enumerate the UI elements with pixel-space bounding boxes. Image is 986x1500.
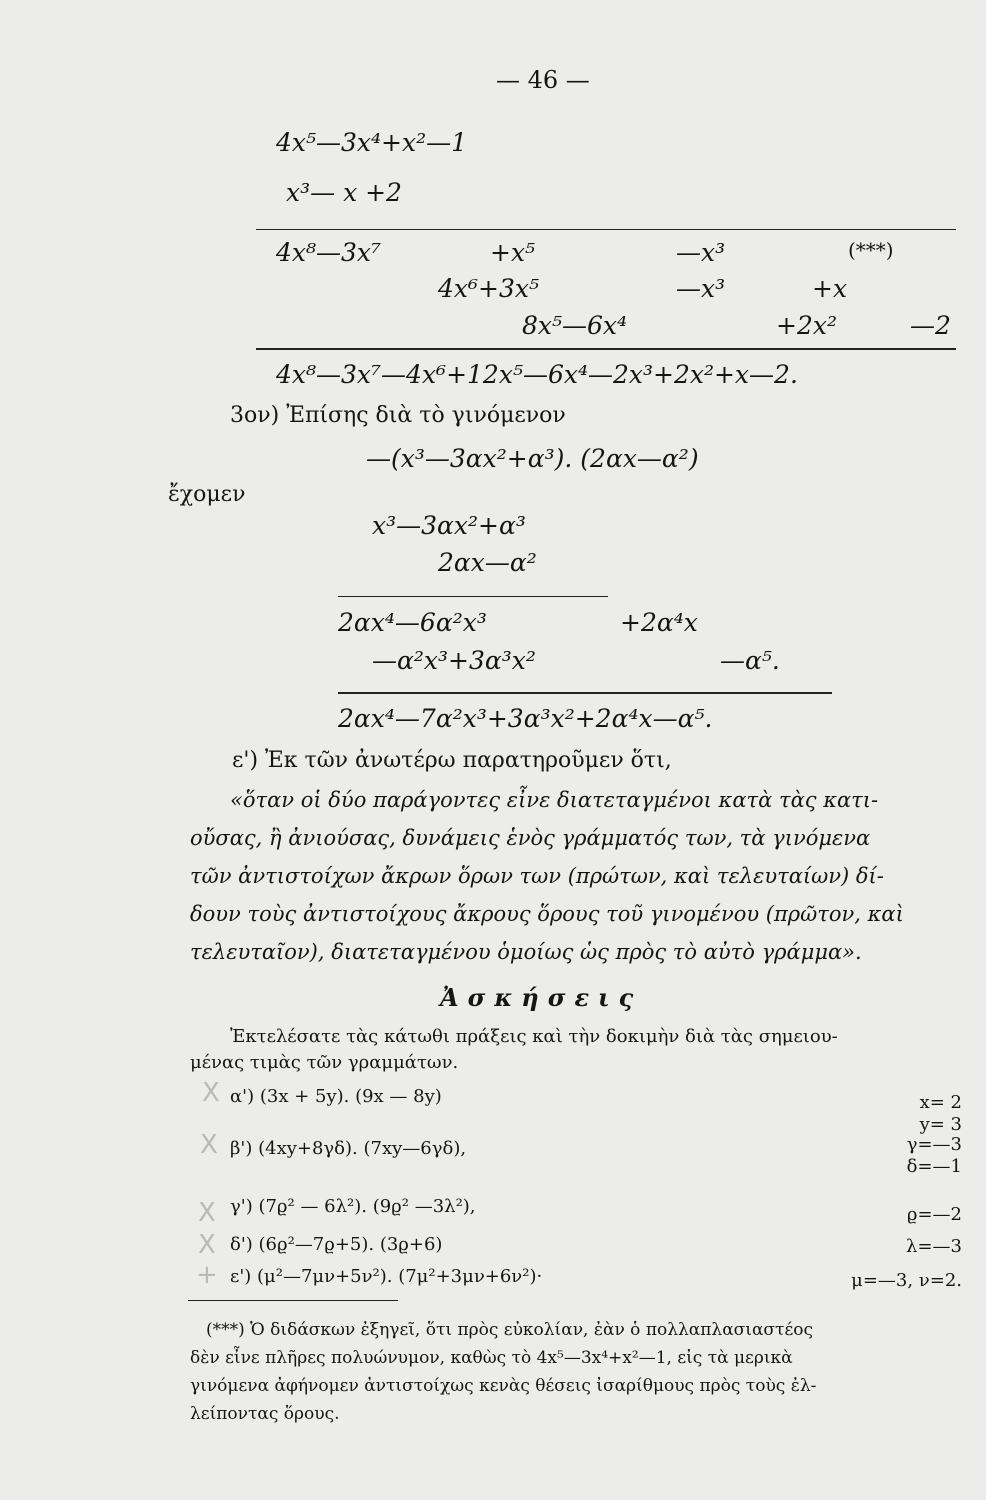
exercise-item: β') (4xy+8γδ). (7xy—6γδ), xyxy=(230,1138,467,1159)
partial-product-term: 2αx⁴—6α²x³ xyxy=(338,608,487,637)
exercise-item: ε') (μ²—7μν+5ν²). (7μ²+3μν+6ν²)· xyxy=(230,1266,543,1287)
exercises-instruction: μένας τιμὰς τῶν γραμμάτων. xyxy=(190,1052,459,1073)
variable-value: μ=—3, ν=2. xyxy=(851,1270,962,1291)
echomen-label: ἔχομεν xyxy=(168,482,246,507)
partial-product-term: +2α⁴x xyxy=(620,608,698,637)
exercises-title: Ἀσκήσεις xyxy=(440,983,643,1012)
page-number: — 46 — xyxy=(496,66,590,94)
footnote-line: (***) Ὁ διδάσκων ἐξηγεῖ, ὅτι πρὸς εὐκολίαν, ἐὰν ὁ πολλαπλασιαστέος xyxy=(206,1320,814,1340)
rule-line xyxy=(256,229,956,230)
rule-line xyxy=(338,692,832,694)
rule-text-line: δουν τοὺς ἀντιστοίχους ἄκρους ὅρους τοῦ γινομένου (πρῶτον, καὶ xyxy=(190,902,904,926)
partial-product-term: —α⁵. xyxy=(720,646,780,675)
partial-product-term: —2 xyxy=(910,311,951,340)
variable-value: γ=—3 xyxy=(906,1134,962,1155)
footnote-reference: (***) xyxy=(848,238,894,262)
partial-product-term: 4x⁶+3x⁵ xyxy=(438,274,540,303)
footnote-line: γινόμενα ἀφήνομεν ἀντιστοίχως κενὰς θέσεις ἰσαρίθμους πρὸς τοὺς ἐλ- xyxy=(190,1376,817,1396)
exercise-item: γ') (7ϱ² — 6λ²). (9ϱ² —3λ²), xyxy=(230,1196,476,1217)
variable-value: x= 2 xyxy=(919,1092,962,1113)
product-result: 4x⁸—3x⁷—4x⁶+12x⁵—6x⁴—2x³+2x²+x—2. xyxy=(276,360,798,389)
rule-line xyxy=(338,596,608,597)
variable-value: λ=—3 xyxy=(906,1236,962,1257)
footnote-rule xyxy=(188,1300,398,1301)
rule-text-line: τῶν ἀντιστοίχων ἄκρων ὅρων των (πρώτων, καὶ τελευταίων) δί- xyxy=(190,864,884,888)
exercise-item: α') (3x + 5y). (9x — 8y) xyxy=(230,1086,442,1107)
partial-product-term: 8x⁵—6x⁴ xyxy=(522,311,628,340)
partial-product-term: 4x⁸—3x⁷ xyxy=(276,238,382,267)
pencil-mark: X xyxy=(198,1198,216,1228)
footnote-line: δὲν εἶνε πλῆρες πολυώνυμον, καθὼς τὸ 4x⁵—3x⁴+x²—1, εἰς τὰ μερικὰ xyxy=(190,1348,793,1368)
pencil-mark: X xyxy=(198,1230,216,1260)
rule-intro: ε') Ἐκ τῶν ἀνωτέρω παρατηροῦμεν ὅτι, xyxy=(232,748,672,773)
pencil-mark: + xyxy=(196,1260,218,1290)
multiplier: 2αx—α² xyxy=(438,548,537,577)
product-result: 2αx⁴—7α²x³+3α³x²+2α⁴x—α⁵. xyxy=(338,704,713,733)
variable-value: δ=—1 xyxy=(906,1156,962,1177)
exercise-item: δ') (6ϱ²—7ϱ+5). (3ϱ+6) xyxy=(230,1234,443,1255)
rule-text-line: «ὅταν οἱ δύο παράγοντες εἶνε διατεταγμένοι κατὰ τὰς κατι- xyxy=(230,788,879,812)
multiplicand: 4x⁵—3x⁴+x²—1 xyxy=(276,128,468,157)
pencil-mark: X xyxy=(200,1130,218,1160)
exercises-instruction: Ἐκτελέσατε τὰς κάτωθι πράξεις καὶ τὴν δοκιμὴν διὰ τὰς σημειου- xyxy=(230,1026,838,1047)
rule-line xyxy=(256,348,956,350)
partial-product-term: +2x² xyxy=(776,311,837,340)
variable-value: ϱ=—2 xyxy=(906,1204,962,1225)
footnote-line: λείποντας ὅρους. xyxy=(190,1404,340,1424)
rule-text-line: οὔσας, ἢ ἀνιούσας, δυνάμεις ἑνὸς γράμματός των, τὰ γινόμενα xyxy=(190,826,871,850)
partial-product-term: —α²x³+3α³x² xyxy=(372,646,536,675)
variable-value: y= 3 xyxy=(919,1114,962,1135)
rule-text-line: τελευταῖον), διατεταγμένου ὁμοίως ὡς πρὸς τὸ αὐτὸ γράμμα». xyxy=(190,940,862,964)
pencil-mark: X xyxy=(202,1078,220,1108)
product-expression: —(x³—3αx²+α³). (2αx—α²) xyxy=(366,444,699,473)
partial-product-term: +x⁵ xyxy=(490,238,536,267)
partial-product-term: +x xyxy=(812,274,848,303)
multiplicand: x³—3αx²+α³ xyxy=(372,511,526,540)
partial-product-term: —x³ xyxy=(676,238,726,267)
section-heading: 3ον) Ἐπίσης διὰ τὸ γινόμενον xyxy=(230,403,566,428)
multiplier: x³— x +2 xyxy=(286,178,402,207)
partial-product-term: —x³ xyxy=(676,274,726,303)
